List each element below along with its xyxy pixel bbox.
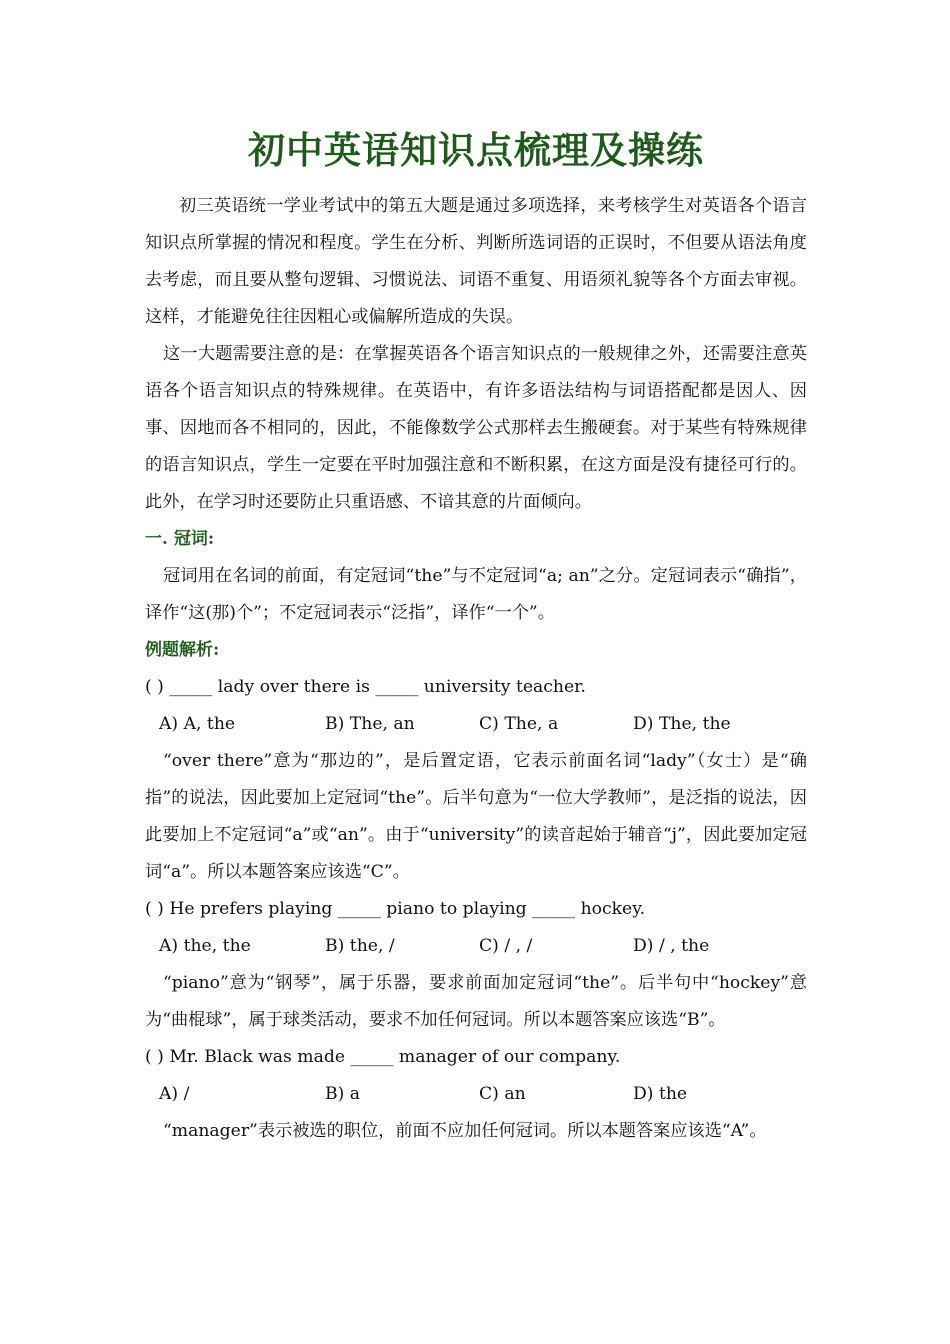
- question-3-stem: ( ) Mr. Black was made _____ manager of our company.: [145, 1047, 621, 1067]
- question-3-option-d: D) the: [633, 1084, 688, 1104]
- question-2-option-c: C) / , /: [479, 936, 533, 956]
- question-1-option-d: D) The, the: [633, 714, 731, 734]
- question-1-options: [145, 706, 807, 743]
- question-1-explanation: “over there”意为“那边的”，是后置定语，它表示前面名词“lady”（女士）是“确指”的说法，因此要加上定冠词“the”。后半句意为“一位大学教师”，是泛指的说法，因此要加上不定冠词“a”或“an”。由于“university”的读音起始于辅音“j”，因此要加定冠词“a”。所以本题答案应该选“C”。: [145, 751, 807, 882]
- section-heading-articles: 一. 冠词:: [145, 529, 215, 549]
- question-2-stem: ( ) He prefers playing _____ piano to playing _____ hockey.: [145, 899, 646, 919]
- question-3-option-c: C) an: [479, 1084, 526, 1104]
- question-1-option-b: B) The, an: [325, 714, 415, 734]
- question-1-stem: ( ) _____ lady over there is _____ university teacher.: [145, 677, 586, 697]
- question-3-option-b: B) a: [325, 1084, 361, 1104]
- intro-paragraph-1: 初三英语统一学业考试中的第五大题是通过多项选择，来考核学生对英语各个语言知识点所掌握的情况和程度。学生在分析、判断所选词语的正误时，不但要从语法角度去考虑，而且要从整句逻辑、习惯说法、词语不重复、用语须礼貌等各个方面去审视。这样，才能避免往往因粗心或偏解所造成的失误。: [145, 196, 807, 327]
- question-3-options: [145, 1076, 807, 1113]
- question-2-option-d: D) / , the: [633, 936, 710, 956]
- question-3-option-a: A) /: [159, 1084, 190, 1104]
- question-2-options: [145, 928, 807, 965]
- question-1-option-c: C) The, a: [479, 714, 559, 734]
- document-body: [145, 188, 807, 1150]
- examples-heading: 例题解析:: [145, 640, 220, 660]
- question-2-option-a: A) the, the: [159, 936, 251, 956]
- question-3-explanation: “manager”表示被选的职位，前面不应加任何冠词。所以本题答案应该选“A”。: [163, 1121, 767, 1141]
- document-title: 初中英语知识点梳理及操练: [248, 128, 704, 172]
- question-2-option-b: B) the, /: [325, 936, 395, 956]
- question-1-option-a: A) A, the: [159, 714, 236, 734]
- intro-paragraph-2: 这一大题需要注意的是：在掌握英语各个语言知识点的一般规律之外，还需要注意英语各个语言知识点的特殊规律。在英语中，有许多语法结构与词语搭配都是因人、因事、因地而各不相同的，因此，不能像数学公式那样去生搬硬套。对于某些有特殊规律的语言知识点，学生一定要在平时加强注意和不断积累，在这方面是没有捷径可行的。此外，在学习时还要防止只重语感、不谙其意的片面倾向。: [145, 344, 807, 512]
- question-2-explanation: “piano”意为“钢琴”，属于乐器，要求前面加定冠词“the”。后半句中“hockey”意为“曲棍球”，属于球类活动，要求不加任何冠词。所以本题答案应该选“B”。: [145, 973, 807, 1030]
- articles-description: 冠词用在名词的前面，有定冠词“the”与不定冠词“a; an”之分。定冠词表示“确指”，译作“这(那)个”；不定冠词表示“泛指”，译作“一个”。: [145, 566, 807, 623]
